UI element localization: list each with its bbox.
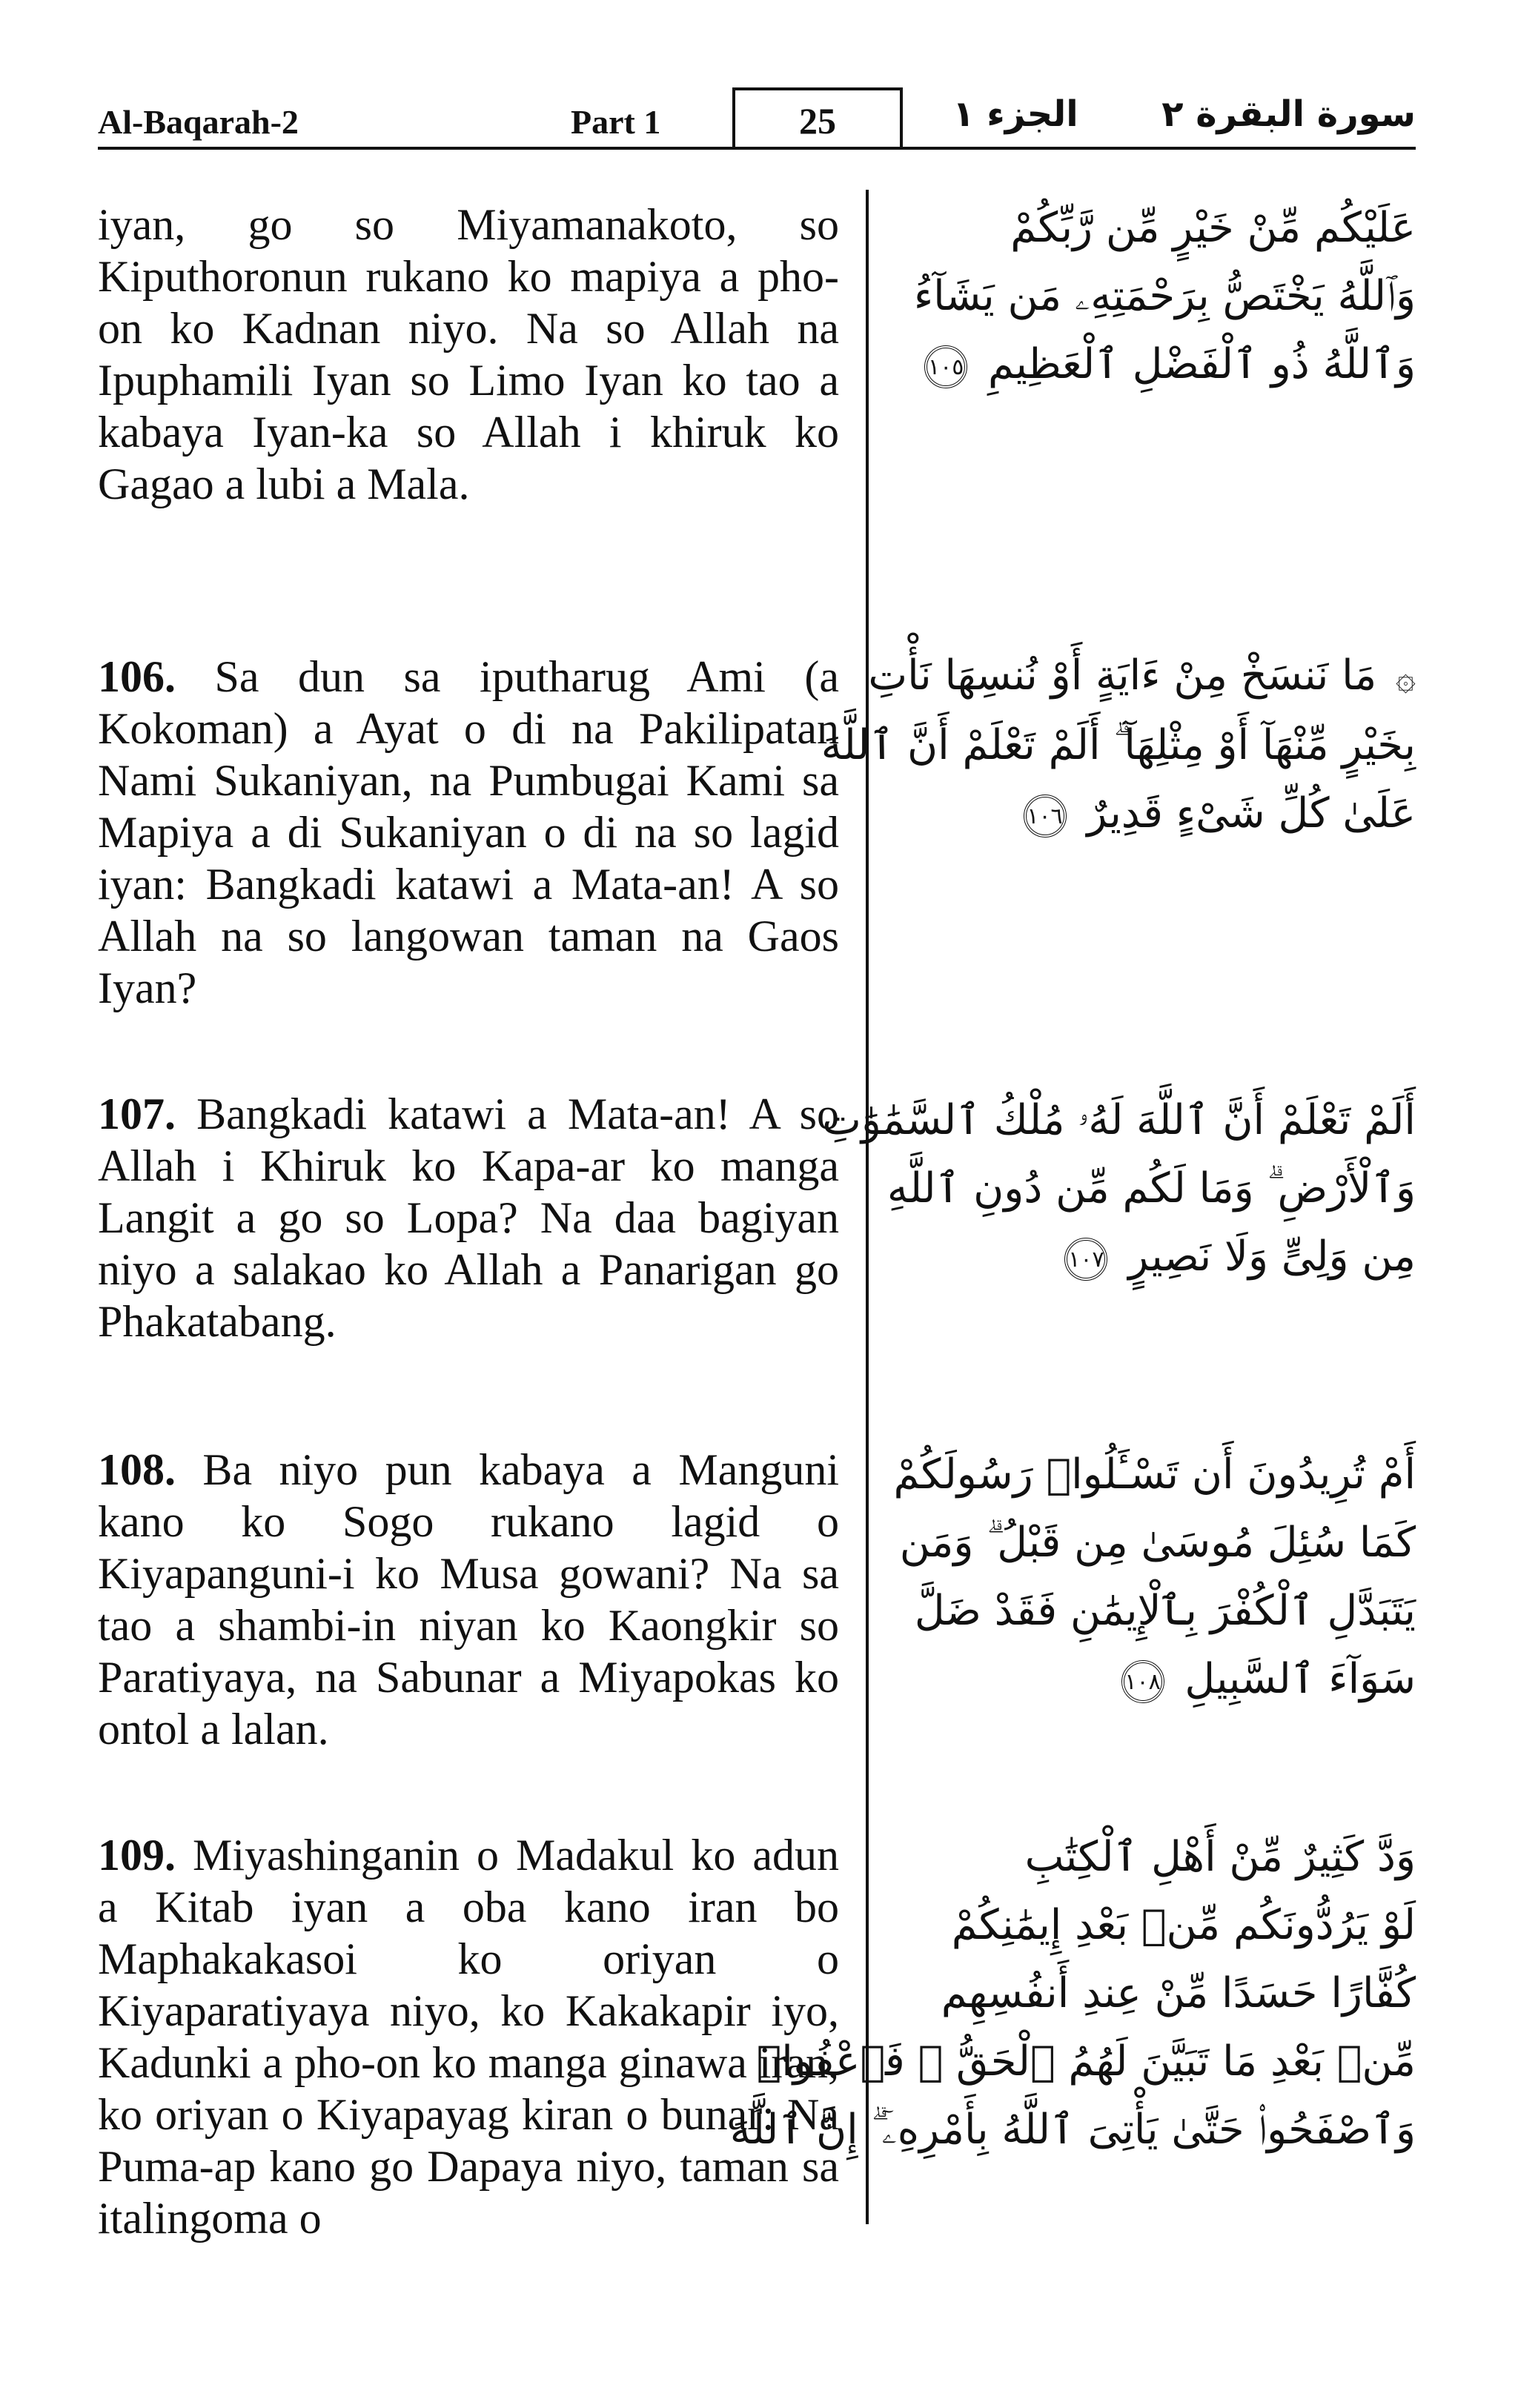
verse-text: Miyashinganin o Madakul ko adun a Kitab iyan a oba kano iran bo Maphakakasoi ko oriyan o Kiyaparatiyaya niyo, ko Kakakapir iyo, Kadunki a pho-on ko manga ginawa iran, ko oriyan o Kiyapayag kiran o bunar: Na Puma-ap kano go Dapaya niyo, taman sa italingoma o (98, 1831, 840, 2243)
arabic-line: لَوْ يَرُدُّونَكُم مِّنۢ بَعْدِ إِيمَٰنِكُمْ (951, 1901, 1416, 1949)
english-verse-108 (98, 1444, 839, 1755)
english-verse-106 (98, 651, 839, 1014)
arabic-line: وَٱلْأَرْضِ ۗ وَمَا لَكُم مِّن دُونِ ٱللَّهِ (886, 1164, 1416, 1213)
arabic-line-text: مِن وَلِىٍّ وَلَا نَصِيرٍ (1128, 1233, 1416, 1281)
arabic-line-text: وَٱللَّهُ ذُو ٱلْفَضْلِ ٱلْعَظِيمِ (987, 340, 1416, 388)
arabic-line-last (903, 1223, 1416, 1291)
arabic-line: وَٱصْفَحُوا۟ حَتَّىٰ يَأْتِىَ ٱللَّهُ بِأَمْرِهِۦٓ ۗ إِنَّ ٱللَّهَ (729, 2106, 1416, 2154)
arabic-part-label: الجزء ١ (952, 93, 1078, 135)
verse-text: Ba niyo pun kabaya a Manguni kano ko Sogo rukano lagid o Kiyapanguni-i ko Musa gowani? Na sa tao a shambi-in niyan ko Kaongkir so Paratiyaya, na Sabunar a Miyapokas ko ontol a lalan. (98, 1445, 839, 1754)
header-rule (98, 147, 1416, 150)
arabic-verse-105 (903, 194, 1416, 399)
verse-end-marker: ١٠٦ (1024, 795, 1067, 838)
verse-number: 106. (98, 652, 176, 701)
english-verse-109 (98, 1829, 839, 2244)
arabic-surah-title: سورة البقرة ٢ (1161, 93, 1416, 135)
english-verse-107 (98, 1088, 839, 1347)
arabic-line-last (903, 331, 1416, 399)
verse-number: 109. (98, 1831, 176, 1880)
arabic-line: يَتَبَدَّلِ ٱلْكُفْرَ بِٱلْإِيمَٰنِ فَقَدْ ضَلَّ (914, 1587, 1416, 1635)
arabic-verse-106 (821, 642, 1416, 848)
verse-text: iyan, go so Miyamanakoto, so Kiputhoronun rukano ko mapiya a pho-on ko Kadnan niyo. Na so Allah na Ipuphamili Iyan so Limo Iyan ko tao a kabaya Iyan-ka so Allah i khiruk ko Gagao a lubi a Mala. (98, 200, 839, 508)
rub-el-hizb-icon: ۞ (1396, 657, 1416, 697)
verse-end-marker: ١٠٥ (924, 345, 967, 388)
arabic-line-text: مَا نَنسَخْ مِنْ ءَايَةٍ أَوْ نُنسِهَا نَأْتِ (868, 651, 1377, 700)
verse-number: 107. (98, 1089, 176, 1138)
arabic-line: كَمَا سُئِلَ مُوسَىٰ مِن قَبْلُ ۗ وَمَن (899, 1519, 1416, 1567)
verse-end-marker: ١٠٧ (1064, 1238, 1107, 1281)
column-divider (866, 190, 869, 2224)
arabic-line: عَلَيْكُم مِّنْ خَيْرٍ مِّن رَّبِّكُمْ (1010, 204, 1416, 252)
arabic-line: أَلَمْ تَعْلَمْ أَنَّ ٱللَّهَ لَهُۥ مُلْكُ ٱلسَّمَٰوَٰتِ (822, 1096, 1416, 1144)
verse-text: Bangkadi katawi a Mata-an! A so Allah i Khiruk ko Kapa-ar ko manga Langit a go so Lopa? Na daa bagiyan niyo a salakao ko Allah a Panarigan go Phakatabang. (98, 1089, 839, 1346)
verse-text: Sa dun sa iputharug Ami (a Kokoman) a Ayat o di na Pakilipatan Nami Sukaniyan, na Pumbugai Kami sa Mapiya a di Sukaniyan o di na so lagid iyan: Bangkadi katawi a Mata-an! A so Allah na so langowan taman na Gaos Iyan? (98, 652, 839, 1012)
arabic-line: بِخَيْرٍ مِّنْهَآ أَوْ مِثْلِهَآ ۗ أَلَمْ تَعْلَمْ أَنَّ ٱللَّهَ (821, 721, 1416, 769)
verse-end-marker: ١٠٨ (1121, 1660, 1164, 1703)
arabic-line: مِّنۢ بَعْدِ مَا تَبَيَّنَ لَهُمُ ٱلْحَقُّ ۖ فَٱعْفُوا۟ (756, 2037, 1416, 2086)
arabic-verse-107 (822, 1087, 1416, 1291)
page-number: 25 (799, 100, 836, 142)
arabic-line: وَٱللَّهُ يَخْتَصُّ بِرَحْمَتِهِۦ مَن يَشَآءُ (913, 272, 1416, 320)
verse-number: 108. (98, 1445, 176, 1494)
arabic-line-last (903, 780, 1416, 848)
arabic-line-text: عَلَىٰ كُلِّ شَىْءٍ قَدِيرٌ (1087, 789, 1416, 838)
arabic-line: أَمْ تُرِيدُونَ أَن تَسْـَٔلُوا۟ رَسُولَكُمْ (893, 1450, 1416, 1499)
arabic-verse-108 (893, 1441, 1416, 1714)
arabic-line: كُفَّارًا حَسَدًا مِّنْ عِندِ أَنفُسِهِم (941, 1969, 1416, 2017)
page-number-box (732, 87, 903, 148)
part-label: Part 1 (571, 103, 661, 141)
arabic-line-text: سَوَآءَ ٱلسَّبِيلِ (1184, 1655, 1416, 1703)
arabic-verse-109 (729, 1823, 1416, 2164)
english-verse-105-continuation (98, 199, 839, 510)
arabic-line-last (903, 1645, 1416, 1714)
arabic-line: وَدَّ كَثِيرٌ مِّنْ أَهْلِ ٱلْكِتَٰبِ (1024, 1833, 1416, 1881)
arabic-line-first (868, 642, 1416, 712)
surah-title-latin: Al-Baqarah-2 (98, 103, 299, 141)
